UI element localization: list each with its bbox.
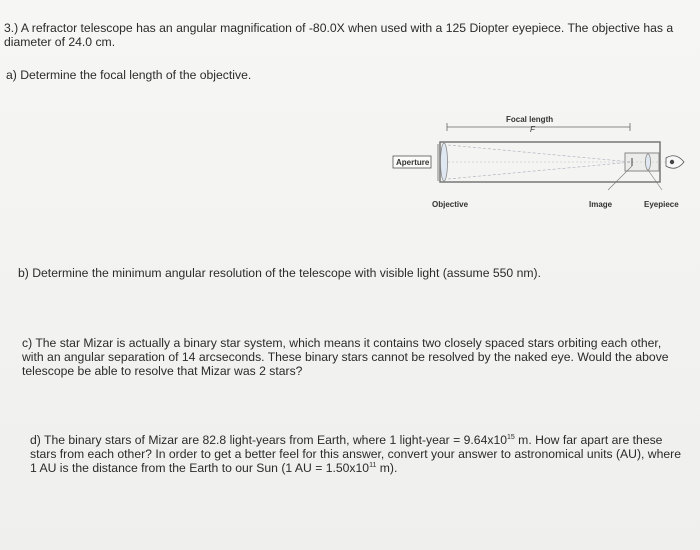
question-3b: b) Determine the minimum angular resolution of the telescope with visible light (assume 550 nm). xyxy=(18,266,541,280)
question-3-intro: 3.) A refractor telescope has an angular magnification of -80.0X when used with a 125 Diopter eyepiece. The objective has a diameter of 24.0 cm. xyxy=(4,21,674,49)
question-3a: a) Determine the focal length of the objective. xyxy=(6,68,252,82)
focal-length-label: Focal length xyxy=(506,115,554,124)
telescope-diagram xyxy=(380,108,690,218)
question-3d-part1: d) The binary stars of Mizar are 82.8 light-years from Earth, where 1 light-year = 9.64x10 xyxy=(30,433,507,447)
focal-symbol: F xyxy=(530,125,535,134)
question-3d xyxy=(30,433,690,475)
eyepiece-label: Eyepiece xyxy=(644,200,679,209)
objective-label: Objective xyxy=(432,200,469,209)
exponent-11: 11 xyxy=(369,462,377,469)
question-3c: c) The star Mizar is actually a binary star system, which means it contains two closely spaced stars orbiting each other, with an angular separation of 14 arcseconds. These binary stars cannot be resolved by the naked eye. Would the above telescope be able to resolve that Mizar was 2 stars? xyxy=(22,336,669,378)
question-3d-part2: m. How far apart are these stars from each other? In order to get a better feel for this answer, convert your answer to astronomical units (AU), where 1 AU is the distance from the Earth to our Sun (1 AU = 1.50x10 xyxy=(30,433,681,475)
exponent-15: 15 xyxy=(507,434,515,441)
objective-lens xyxy=(441,143,448,181)
aperture-label: Aperture xyxy=(396,158,430,167)
eye-icon xyxy=(666,156,684,169)
question-3d-part3: m). xyxy=(376,461,398,475)
image-label: Image xyxy=(589,200,613,209)
eyepiece-lens xyxy=(646,154,651,170)
